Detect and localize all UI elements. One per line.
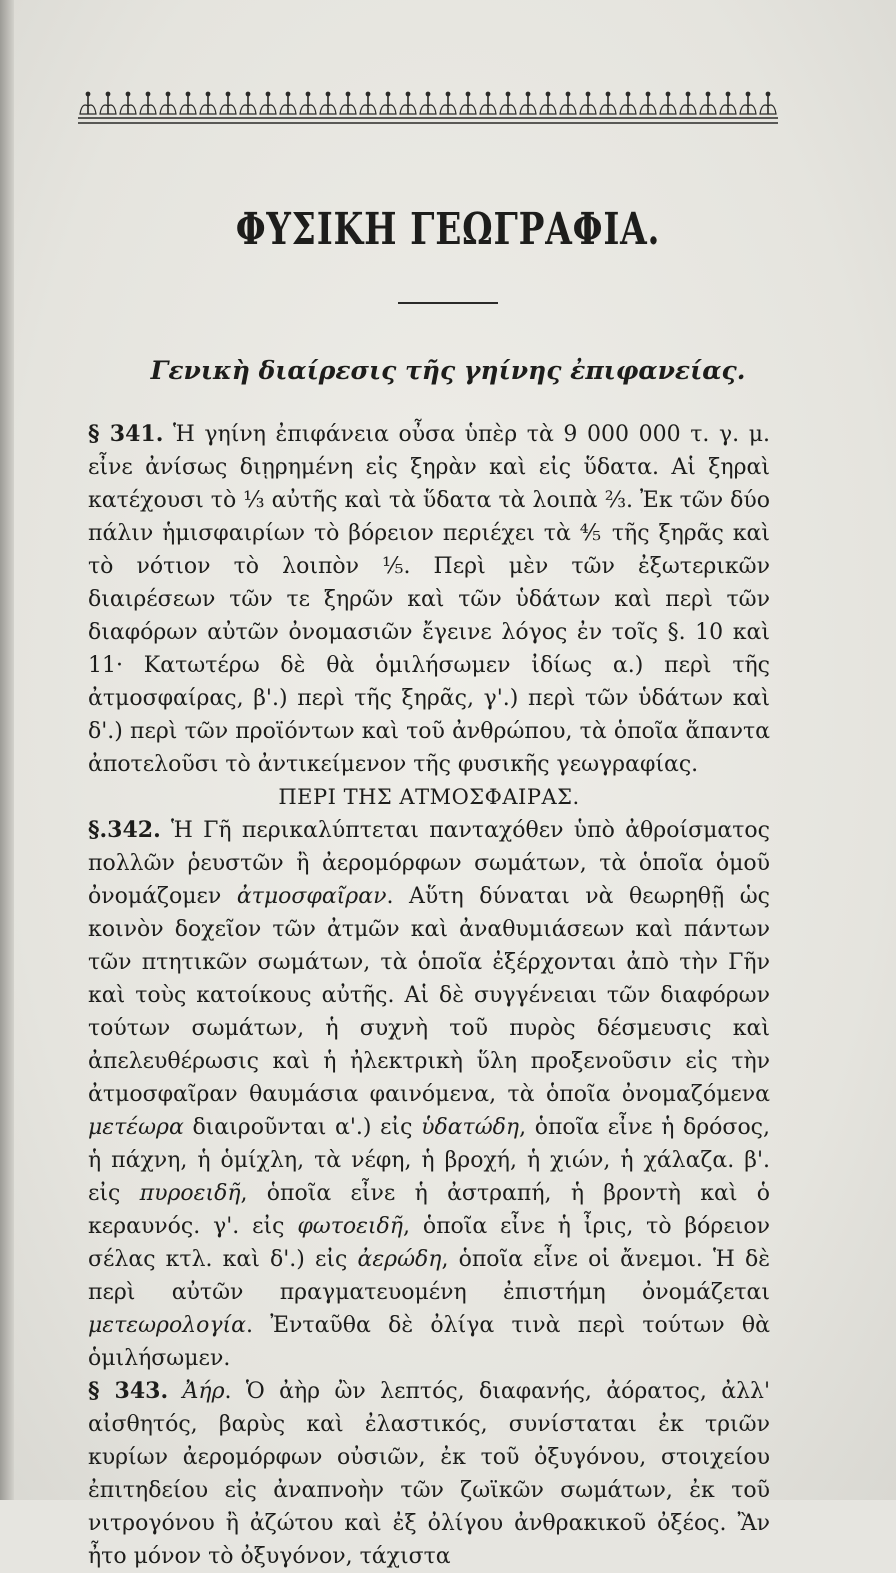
ornament-unit xyxy=(460,92,476,114)
ornament-unit xyxy=(600,92,616,114)
term-meteorology: μετεωρολογία xyxy=(88,1313,247,1338)
ornament-unit xyxy=(280,92,296,114)
ornament-unit xyxy=(220,92,236,114)
paragraph-342-text-5: , ὁποῖα εἶνε ἡ ἀστραπή, ἡ βροντὴ καὶ ὁ κεραυνός. γ'. εἰς xyxy=(88,1181,770,1239)
ornament-unit xyxy=(320,92,336,114)
body-text xyxy=(88,418,770,1573)
section-number-341: § 341. xyxy=(88,421,164,447)
paragraph-341 xyxy=(88,418,770,781)
decorative-header-ornament xyxy=(78,88,778,128)
ornament-unit xyxy=(620,92,636,114)
ornament-unit xyxy=(100,92,116,114)
paragraph-342-text-1: Ἡ Γῆ περικαλύπτεται πανταχόθεν ὑπὸ ἀθροίσματος πολλῶν ῥευστῶν ἢ ἀερομόρφων σωμάτων, τὰ ὁποῖα ὁμοῦ ὀνομάζομεν xyxy=(88,818,770,909)
ornament-unit xyxy=(540,92,556,114)
ornament-unit xyxy=(640,92,656,114)
ornament-unit xyxy=(420,92,436,114)
term-luminous: φωτοειδῆ xyxy=(297,1214,403,1239)
paragraph-341-text: Ἡ γηίνη ἐπιφάνεια οὖσα ὑπὲρ τὰ 9 000 000 τ. γ. μ. εἶνε ἀνίσως διῃρημένη εἰς ξηρὰν καὶ εἰς ὕδατα. Αἱ ξηραὶ κατέχουσι τὸ ⅓ αὐτῆς καὶ τὰ ὕδατα τὰ λοιπὰ ⅔. Ἐκ τῶν δύο πάλιν ἡμισφαιρίων τὸ βόρειον περιέχει τὰ ⅘ τῆς ξηρᾶς καὶ τὸ νότιον τὸ λοιπὸν ⅕. Περὶ μὲν τῶν ἐξωτερικῶν διαιρέσεων τῶν τε ξηρῶν καὶ τῶν ὑδάτων καὶ περὶ τῶν διαφόρων αὐτῶν ὀνομασιῶν ἔγεινε λόγος ἐν τοῖς §. 10 καὶ 11· Κατωτέρω δὲ θὰ ὁμιλήσωμεν ἰδίως α.) περὶ τῆς ἀτμοσφαίρας, β'.) περὶ τῆς ξηρᾶς, γ'.) περὶ τῶν ὑδάτων καὶ δ'.) περὶ τῶν προϊόντων καὶ τοῦ ἀνθρώπου, τὰ ὁποῖα ἅπαντα ἀποτελοῦσι τὸ ἀντικείμενον τῆς φυσικῆς γεωγραφίας. xyxy=(88,422,770,777)
ornament-unit xyxy=(160,92,176,114)
paragraph-343-text: . Ὁ ἀὴρ ὢν λεπτός, διαφανής, ἀόρατος, ἀλλ' αἰσθητός, βαρὺς καὶ ἐλαστικός, συνίσταται ἐκ τριῶν κυρίων ἀερομόρφων οὐσιῶν, ἐκ τοῦ ὀξυγόνου, στοιχείου ἐπιτηδείου εἰς ἀναπνοὴν τῶν ζωϊκῶν σωμάτων, ἐκ τοῦ νιτρογόνου ἢ ἀζώτου καὶ ἐξ ὀλίγου ἀνθρακικοῦ ὀξέος. Ἂν ἦτο μόνον τὸ ὀξυγόνον, τάχιστα xyxy=(88,1379,771,1569)
ornament-unit xyxy=(240,92,256,114)
ornament-unit xyxy=(260,92,276,114)
paragraph-342-text-8: . Ἐνταῦθα δὲ ὀλίγα τινὰ περὶ τούτων θὰ ὁμιλήσωμεν. xyxy=(88,1313,770,1371)
ornament-unit xyxy=(300,92,316,114)
ornament-unit xyxy=(400,92,416,114)
section-heading-atmosphere: ΠΕΡΙ ΤΗΣ ΑΤΜΟΣΦΑΙΡΑΣ. xyxy=(278,785,580,809)
paragraph-342-text-4: , ὁποῖα εἶνε ἡ δρόσος, ἡ πάχνη, ἡ ὁμίχλη, τὰ νέφη, ἡ βροχή, ἡ χιών, ἡ χάλαζα. β'. εἰς xyxy=(88,1115,770,1206)
term-airy: ἀερώδη xyxy=(357,1247,442,1272)
ornament-unit xyxy=(480,92,496,114)
chapter-subtitle: Γενικὴ διαίρεσις τῆς γηίνης ἐπιφανείας. xyxy=(150,356,746,385)
ornament-unit xyxy=(80,92,96,114)
title-rule xyxy=(398,302,498,304)
ornament-unit xyxy=(360,92,376,114)
paragraph-342 xyxy=(88,814,770,1375)
section-number-343: § 343. xyxy=(88,1378,169,1404)
term-fiery: πυροειδῆ xyxy=(139,1181,241,1206)
ornament-unit xyxy=(120,92,136,114)
page-title: ΦΥΣΙΚΗ ΓΕΩΓΡΑΦΙΑ. xyxy=(235,204,661,255)
ornament-unit xyxy=(580,92,596,114)
ornament-unit xyxy=(340,92,356,114)
ornament-unit xyxy=(700,92,716,114)
ornament-unit xyxy=(760,92,776,114)
ornament-unit xyxy=(660,92,676,114)
term-air: Ἀήρ xyxy=(182,1379,225,1404)
page-gutter-shadow xyxy=(0,0,14,1500)
ornament-unit xyxy=(560,92,576,114)
ornament-unit xyxy=(200,92,216,114)
paragraph-342-text-7: , ὁποῖα εἶνε οἱ ἄνεμοι. Ἡ δὲ περὶ αὐτῶν πραγματευομένη ἐπιστήμη ὀνομάζεται xyxy=(88,1247,771,1305)
ornament-unit xyxy=(180,92,196,114)
section-number-342: §.342. xyxy=(88,817,161,843)
paragraph-342-text-2: . Αὕτη δύναται νὰ θεωρηθῇ ὡς κοινὸν δοχεῖον τῶν ἀτμῶν καὶ ἀναθυμιάσεων καὶ πάντων τῶν πτητικῶν σωμάτων, τὰ ὁποῖα ἐξέρχονται ἀπὸ τὴν Γῆν καὶ τοὺς κατοίκους αὐτῆς. Αἱ δὲ συγγένειαι τῶν διαφόρων τούτων σωμάτων, ἡ συχνὴ τοῦ πυρὸς δέσμευσις καὶ ἀπελευθέρωσις καὶ ἡ ἠλεκτρικὴ ὕλη προξενοῦσιν εἰς τὴν ἀτμοσφαῖραν θαυμάσια φαινόμενα, τὰ ὁποῖα ὀνομαζόμενα xyxy=(88,884,770,1107)
ornament-unit xyxy=(380,92,396,114)
paragraph-343 xyxy=(88,1375,770,1573)
ornament-unit xyxy=(520,92,536,114)
ornament-unit xyxy=(440,92,456,114)
term-meteora: μετέωρα xyxy=(88,1115,184,1140)
ornament-unit xyxy=(680,92,696,114)
ornament-unit xyxy=(740,92,756,114)
term-atmosphere: ἀτμοσφαῖραν xyxy=(236,884,387,909)
term-watery: ὑδατώδη xyxy=(421,1115,520,1140)
ornament-unit xyxy=(140,92,156,114)
paragraph-342-text-6: , ὁποῖα εἶνε ἡ ἶρις, τὸ βόρειον σέλας κτλ. καὶ δ'.) εἰς xyxy=(88,1214,770,1272)
ornament-unit xyxy=(720,92,736,114)
ornament-unit xyxy=(500,92,516,114)
paragraph-342-text-3: διαιροῦνται α'.) εἰς xyxy=(183,1115,422,1140)
